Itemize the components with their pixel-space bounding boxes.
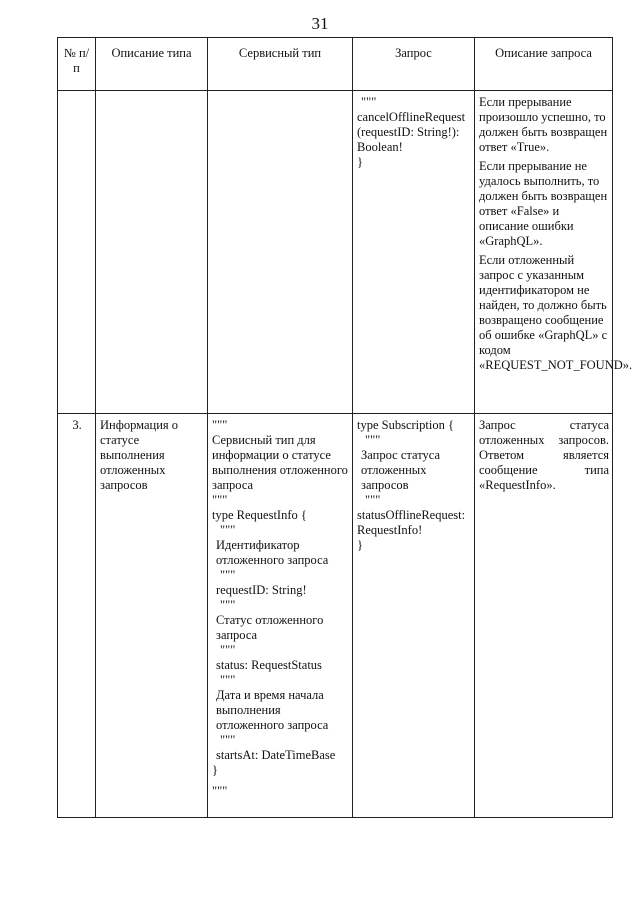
code-line: """ xyxy=(220,598,236,612)
code-line: status: RequestStatus xyxy=(216,658,322,672)
code-line: } xyxy=(357,155,363,169)
code-line: } xyxy=(357,538,363,552)
code-line: """ xyxy=(220,523,236,537)
code-line: """ xyxy=(220,673,236,687)
code-line: """ xyxy=(212,418,228,432)
spec-table xyxy=(57,37,633,818)
code-line: Статус отложенного запроса xyxy=(216,613,324,642)
cell-service-type xyxy=(208,414,353,818)
cell-type-desc xyxy=(96,91,208,414)
code-line: cancelOfflineRequest xyxy=(357,110,466,124)
cell-service-type xyxy=(208,91,353,414)
table-row xyxy=(58,91,613,414)
header-request-desc: Описание запроса xyxy=(475,38,613,91)
code-line: statusOfflineRequest: RequestInfo! xyxy=(357,508,466,537)
cell-num xyxy=(58,91,96,414)
code-line: """ xyxy=(220,568,236,582)
code-line: """ xyxy=(212,784,228,798)
code-line: type RequestInfo { xyxy=(212,508,307,522)
code-line: } xyxy=(212,763,218,777)
desc-paragraph: Если прерывание не удалось выполнить, то должен быть возвращен ответ «False» и описание ошибки «GraphQL». xyxy=(479,159,608,248)
row-number: 3. xyxy=(72,418,82,432)
code-line: requestID: String! xyxy=(216,583,307,597)
code-line: Сервисный тип для информации о статусе выполнения отложенного запроса xyxy=(212,433,348,492)
desc-paragraph: Если отложенный запрос с указанным идентификатором не найден, то должно быть возвращено сообщение об ошибке «GraphQL» с кодом «REQUEST_NOT_FOUND». xyxy=(479,253,633,372)
code-line: Идентификатор отложенного запроса xyxy=(216,538,329,567)
cell-request-desc xyxy=(475,414,613,818)
code-line: (requestID: String!): xyxy=(357,125,460,139)
code-line: """ xyxy=(212,493,228,507)
cell-num xyxy=(58,414,96,818)
page-number: 31 xyxy=(311,14,329,33)
desc-paragraph: Если прерывание произошло успешно, то должен быть возвращен ответ «True». xyxy=(479,95,608,154)
cell-request-desc xyxy=(475,91,633,414)
cell-request xyxy=(353,414,475,818)
code-line: """ xyxy=(365,433,381,447)
code-line: type Subscription { xyxy=(357,418,454,432)
code-line: """ xyxy=(220,733,236,747)
code-line: startsAt: DateTimeBase xyxy=(216,748,336,762)
header-type-desc: Описание типа xyxy=(96,38,208,91)
code-line: Запрос статуса отложенных запросов xyxy=(361,448,441,492)
type-description: Информация о статусе выполнения отложенных запросов xyxy=(100,418,179,492)
header-service-type: Сервисный тип xyxy=(208,38,353,91)
code-line: Boolean! xyxy=(357,140,403,154)
header-request: Запрос xyxy=(353,38,475,91)
code-line: """ xyxy=(361,95,377,109)
code-line: """ xyxy=(365,493,381,507)
header-num: № п/п xyxy=(58,38,96,91)
code-line: Дата и время начала выполнения отложенного запроса xyxy=(216,688,329,732)
table-row xyxy=(58,414,613,818)
cell-request xyxy=(353,91,475,414)
request-description: Запрос статуса отложенных запросов. Ответом является сообщение типа «RequestInfo». xyxy=(479,418,609,492)
table-header-row xyxy=(58,38,613,91)
cell-type-desc xyxy=(96,414,208,818)
code-line: """ xyxy=(220,643,236,657)
